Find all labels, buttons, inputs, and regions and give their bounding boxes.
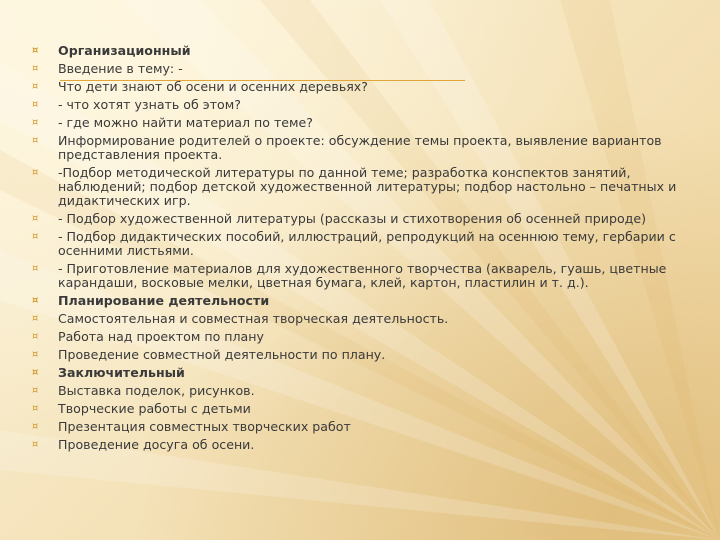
list-item — [30, 366, 700, 380]
list-item — [30, 80, 700, 94]
list-item — [30, 384, 700, 398]
bullet-icon: ¤ — [32, 403, 39, 414]
list-item-text: Планирование деятельности — [58, 293, 270, 308]
list-item — [30, 116, 700, 130]
list-item — [30, 312, 700, 326]
list-item — [30, 348, 700, 362]
bullet-icon: ¤ — [32, 63, 39, 74]
list-item-text: Информирование родителей о проекте: обсуждение темы проекта, выявление вариантов представления проекта. — [58, 133, 662, 162]
list-item-text: - Подбор дидактических пособий, иллюстраций, репродукций на осеннюю тему, гербарии с осенними листьями. — [58, 229, 676, 258]
list-item-text: Выставка поделок, рисунков. — [58, 383, 255, 398]
list-item-text: - где можно найти материал по теме? — [58, 115, 313, 130]
bullet-icon: ¤ — [32, 117, 39, 128]
bullet-icon: ¤ — [32, 167, 39, 178]
bullet-icon: ¤ — [32, 45, 39, 56]
list-item — [30, 262, 700, 290]
bullet-list — [30, 44, 700, 456]
list-item — [30, 330, 700, 344]
bullet-icon: ¤ — [32, 367, 39, 378]
list-item-text: Проведение досуга об осени. — [58, 437, 255, 452]
list-item-text: - Подбор художественной литературы (рассказы и стихотворения об осенней природе) — [58, 211, 647, 226]
list-item — [30, 134, 700, 162]
list-item-text: Заключительный — [58, 365, 185, 380]
bullet-icon: ¤ — [32, 331, 39, 342]
bullet-icon: ¤ — [32, 439, 39, 450]
bullet-icon: ¤ — [32, 135, 39, 146]
list-item-text: Презентация совместных творческих работ — [58, 419, 351, 434]
bullet-icon: ¤ — [32, 295, 39, 306]
list-item-text: Самостоятельная и совместная творческая деятельность. — [58, 311, 449, 326]
list-item — [30, 230, 700, 258]
bullet-icon: ¤ — [32, 81, 39, 92]
list-item-text: - что хотят узнать об этом? — [58, 97, 241, 112]
list-item-text: Проведение совместной деятельности по плану. — [58, 347, 386, 362]
list-item-text: -Подбор методической литературы по данной теме; разработка конспектов занятий, наблюдений; подбор детской художественной литературы; подбор настольно – печатных и дидактических игр. — [58, 165, 677, 208]
list-item — [30, 62, 700, 76]
bullet-icon: ¤ — [32, 349, 39, 360]
bullet-icon: ¤ — [32, 99, 39, 110]
list-item — [30, 402, 700, 416]
list-item-text: Творческие работы с детьми — [58, 401, 251, 416]
list-item-text: Организационный — [58, 43, 191, 58]
bullet-icon: ¤ — [32, 263, 39, 274]
list-item — [30, 438, 700, 452]
bullet-icon: ¤ — [32, 385, 39, 396]
bullet-icon: ¤ — [32, 421, 39, 432]
list-item-text: Работа над проектом по плану — [58, 329, 264, 344]
list-item-text: Введение в тему: - — [58, 61, 183, 76]
list-item — [30, 212, 700, 226]
list-item — [30, 294, 700, 308]
list-item — [30, 166, 700, 208]
list-item — [30, 98, 700, 112]
list-item — [30, 420, 700, 434]
bullet-icon: ¤ — [32, 313, 39, 324]
list-item-text: - Приготовление материалов для художественного творчества (акварель, гуашь, цветные карандаши, восковые мелки, цветная бумага, клей, картон, пластилин и т. д.). — [58, 261, 667, 290]
list-item — [30, 44, 700, 58]
bullet-icon: ¤ — [32, 213, 39, 224]
bullet-icon: ¤ — [32, 231, 39, 242]
list-item-text: Что дети знают об осени и осенних деревьях? — [58, 79, 368, 94]
